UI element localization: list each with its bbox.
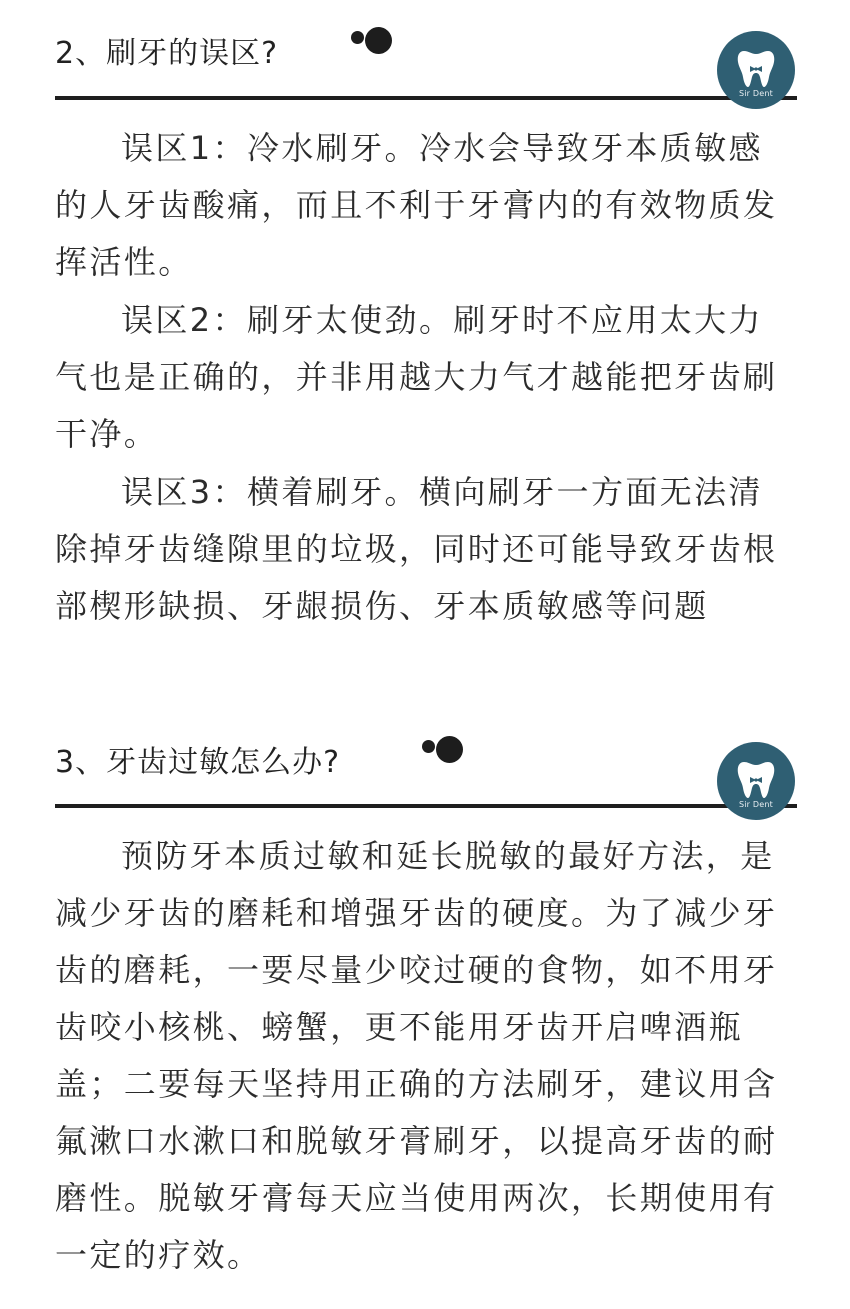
section-tooth-sensitivity [0, 712, 850, 1274]
section-header [0, 0, 850, 100]
paragraph: 预防牙本质过敏和延长脱敏的最好方法，是减少牙齿的磨耗和增强牙齿的硬度。为了减少牙齿的磨耗，一要尽量少咬过硬的食物，如不用牙齿咬小核桃、螃蟹，更不能用牙齿开启啤酒瓶盖；二要每天坚持用正确的方法刷牙，建议用含氟漱口水漱口和脱敏牙膏刷牙，以提高牙齿的耐磨性。脱敏牙膏每天应当使用两次，长期使用有一定的疗效。 [55, 837, 778, 1274]
sir-dent-logo [717, 742, 795, 820]
section-divider [55, 96, 797, 100]
paragraph: 误区2：刷牙太使劲。刷牙时不应用太大力气也是正确的，并非用越大力气才越能把牙齿刷干净。 [55, 301, 778, 453]
section-divider [55, 804, 797, 808]
section-header [0, 712, 850, 812]
logo-text: Sir Dent [738, 800, 774, 809]
section-brushing-mistakes [0, 0, 850, 625]
sir-dent-logo [717, 31, 795, 109]
two-dots-icon [351, 27, 411, 61]
section-title: 3、牙齿过敏怎么办? [55, 745, 341, 780]
logo-text: Sir Dent [738, 89, 774, 98]
paragraph: 误区1：冷水刷牙。冷水会导致牙本质敏感的人牙齿酸痛，而且不利于牙膏内的有效物质发挥活性。 [55, 129, 778, 281]
paragraph: 误区3：横着刷牙。横向刷牙一方面无法清除掉牙齿缝隙里的垃圾，同时还可能导致牙齿根部楔形缺损、牙龈损伤、牙本质敏感等问题 [55, 473, 778, 625]
section-title: 2、刷牙的误区? [55, 36, 279, 71]
two-dots-icon [422, 736, 482, 770]
